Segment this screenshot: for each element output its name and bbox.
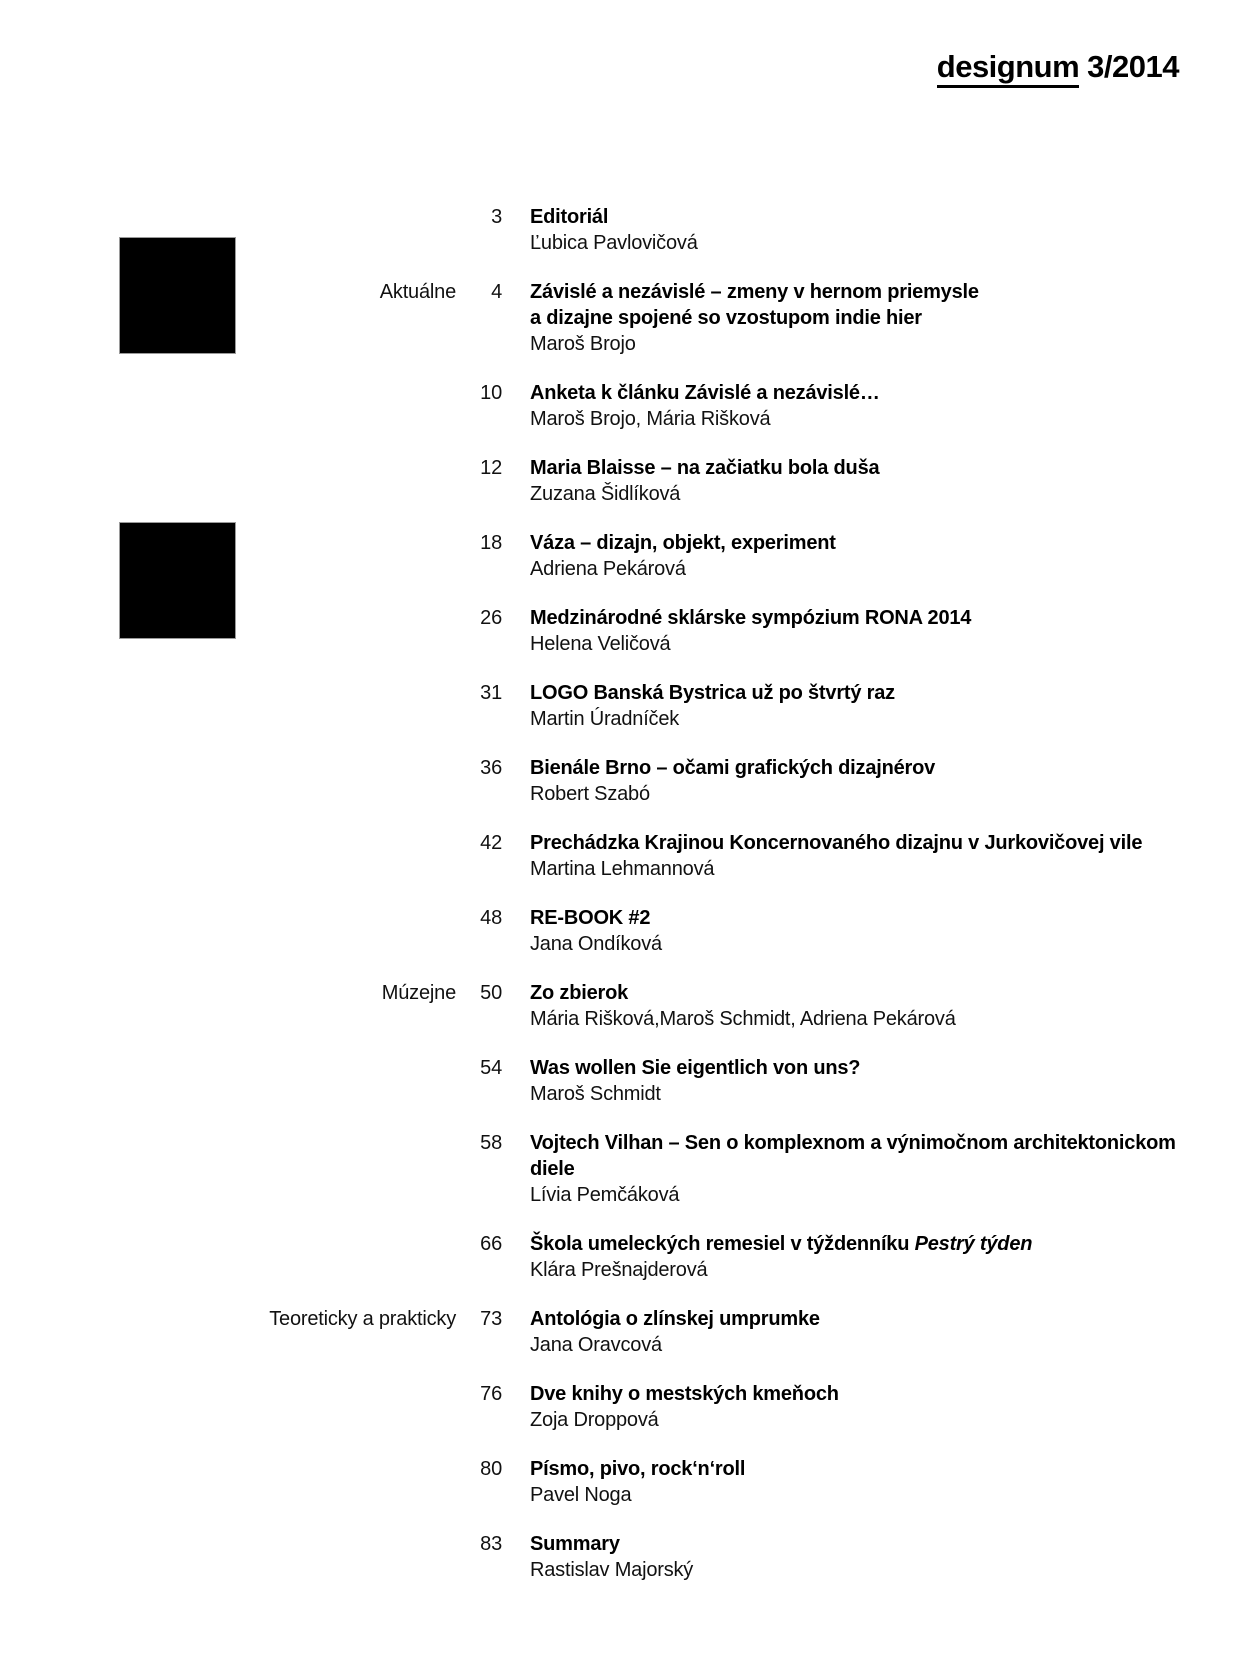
- section-label: [0, 830, 456, 882]
- entry-title-line: Bienále Brno – očami grafických dizajnérov: [530, 757, 936, 779]
- page-number: 31: [480, 682, 502, 704]
- entry-authors: Jana Ondíková: [530, 933, 662, 955]
- toc-entry: [0, 830, 1241, 882]
- entry-authors: Jana Oravcová: [530, 1334, 662, 1356]
- section-label: [0, 1130, 456, 1208]
- entry-authors: Mária Rišková,Maroš Schmidt, Adriena Pekárová: [530, 1008, 956, 1030]
- entry-title-italic-part: Pestrý týden: [914, 1233, 1033, 1255]
- entry-title: [530, 755, 1201, 781]
- entry-title: [530, 1055, 1201, 1081]
- page-number: 66: [480, 1233, 502, 1255]
- entry-title: [530, 380, 1201, 406]
- section-label: [0, 605, 456, 657]
- entry-title-line: Váza – dizajn, objekt, experiment: [530, 532, 836, 554]
- entry-title-line: Anketa k článku Závislé a nezávislé…: [530, 382, 880, 404]
- entry-title: [530, 1306, 1201, 1332]
- entry-title-line: Summary: [530, 1533, 620, 1555]
- entry-title-line: Was wollen Sie eigentlich von uns?: [530, 1057, 861, 1079]
- toc-entry: [0, 980, 1241, 1032]
- entry-title: [530, 204, 1201, 230]
- entry-title-line: RE-BOOK #2: [530, 907, 651, 929]
- page-number: 58: [480, 1132, 502, 1154]
- page-number: 54: [480, 1057, 502, 1079]
- entry-body: [502, 1231, 1241, 1283]
- entry-body: [502, 380, 1241, 432]
- toc-entry: [0, 905, 1241, 957]
- section-label: [0, 530, 456, 582]
- section-label: [0, 1231, 456, 1283]
- entry-authors: Zuzana Šidlíková: [530, 483, 681, 505]
- entry-body: [502, 1456, 1241, 1508]
- entry-title: [530, 455, 1201, 481]
- section-label: [0, 204, 456, 256]
- toc-entry: [0, 1531, 1241, 1583]
- entry-title: [530, 980, 1201, 1006]
- toc-entry: [0, 279, 1241, 357]
- entry-body: [502, 830, 1241, 882]
- page-number: 18: [480, 532, 502, 554]
- section-label: [0, 380, 456, 432]
- entry-title: [530, 680, 1201, 706]
- entry-title: [530, 605, 1201, 631]
- table-of-contents: [0, 204, 1241, 1606]
- page-number: 26: [480, 607, 502, 629]
- toc-entry: [0, 380, 1241, 432]
- section-label: [0, 1456, 456, 1508]
- section-label: [0, 680, 456, 732]
- page-number: 48: [480, 907, 502, 929]
- entry-body: [502, 905, 1241, 957]
- toc-entry: [0, 1456, 1241, 1508]
- section-label: [0, 755, 456, 807]
- toc-entry: [0, 530, 1241, 582]
- section-label: [0, 905, 456, 957]
- entry-title-line: LOGO Banská Bystrica už po štvrtý raz: [530, 682, 895, 704]
- toc-entry: [0, 680, 1241, 732]
- entry-body: [502, 680, 1241, 732]
- page-number: 83: [480, 1533, 502, 1555]
- section-label: Múzejne: [381, 982, 456, 1004]
- entry-body: [502, 1130, 1241, 1208]
- toc-entry: [0, 1381, 1241, 1433]
- entry-authors: Rastislav Majorský: [530, 1559, 694, 1581]
- entry-authors: Maroš Schmidt: [530, 1083, 661, 1105]
- entry-title-line: Písmo, pivo, rock‘n‘roll: [530, 1458, 746, 1480]
- page-number: 3: [491, 206, 502, 228]
- entry-body: [502, 455, 1241, 507]
- page-number: 80: [480, 1458, 502, 1480]
- entry-title: [530, 1381, 1201, 1407]
- entry-title-line: Prechádzka Krajinou Koncernovaného dizajnu v Jurkovičovej vile: [530, 832, 1143, 854]
- toc-entry: [0, 1055, 1241, 1107]
- magazine-masthead: [937, 50, 1179, 88]
- page-number: 4: [491, 281, 502, 303]
- entry-title-line: Maria Blaisse – na začiatku bola duša: [530, 457, 880, 479]
- section-label: Aktuálne: [379, 281, 456, 303]
- page-number: 42: [480, 832, 502, 854]
- entry-authors: Klára Prešnajderová: [530, 1259, 708, 1281]
- page-number: 73: [480, 1308, 502, 1330]
- magazine-title: designum: [937, 50, 1079, 88]
- issue-number: 3/2014: [1087, 49, 1179, 84]
- entry-body: [502, 1306, 1241, 1358]
- entry-title-line: Vojtech Vilhan – Sen o komplexnom a výnimočnom architektonickom diele: [530, 1132, 1176, 1180]
- entry-title-line: Dve knihy o mestských kmeňoch: [530, 1383, 839, 1405]
- entry-body: [502, 279, 1241, 357]
- section-label: [0, 1055, 456, 1107]
- entry-authors: Ľubica Pavlovičová: [530, 232, 698, 254]
- entry-body: [502, 204, 1241, 256]
- entry-authors: Martina Lehmannová: [530, 858, 715, 880]
- entry-body: [502, 1531, 1241, 1583]
- page-number: 10: [480, 382, 502, 404]
- entry-title-line: Zo zbierok: [530, 982, 629, 1004]
- entry-authors: Zoja Droppová: [530, 1409, 659, 1431]
- entry-title-line: Škola umeleckých remesiel v týždenníku Pestrý týden: [530, 1233, 1033, 1255]
- page-number: 50: [480, 982, 502, 1004]
- entry-title: [530, 1531, 1201, 1557]
- page-number: 76: [480, 1383, 502, 1405]
- entry-authors: Pavel Noga: [530, 1484, 632, 1506]
- section-label: Teoreticky a prakticky: [269, 1308, 456, 1330]
- entry-title: [530, 1231, 1201, 1257]
- entry-body: [502, 980, 1241, 1032]
- page-number: 36: [480, 757, 502, 779]
- entry-title: [530, 830, 1201, 856]
- entry-body: [502, 1055, 1241, 1107]
- toc-entry: [0, 1130, 1241, 1208]
- toc-entry: [0, 755, 1241, 807]
- entry-authors: Maroš Brojo, Mária Rišková: [530, 408, 771, 430]
- entry-body: [502, 1381, 1241, 1433]
- entry-title: [530, 1130, 1201, 1182]
- entry-title-line: Závislé a nezávislé – zmeny v hernom priemysle: [530, 281, 979, 303]
- entry-title: [530, 279, 1201, 331]
- entry-title: [530, 1456, 1201, 1482]
- entry-body: [502, 755, 1241, 807]
- page-number: 12: [480, 457, 502, 479]
- entry-authors: Lívia Pemčáková: [530, 1184, 680, 1206]
- entry-title: [530, 905, 1201, 931]
- toc-entry: [0, 605, 1241, 657]
- section-label: [0, 455, 456, 507]
- entry-authors: Martin Úradníček: [530, 708, 680, 730]
- entry-authors: Helena Veličová: [530, 633, 671, 655]
- toc-entry: [0, 204, 1241, 256]
- toc-entry: [0, 1231, 1241, 1283]
- entry-authors: Robert Szabó: [530, 783, 650, 805]
- entry-title-line: Editoriál: [530, 206, 609, 228]
- entry-authors: Adriena Pekárová: [530, 558, 686, 580]
- entry-title-line: a dizajne spojené so vzostupom indie hier: [530, 307, 922, 329]
- entry-authors: Maroš Brojo: [530, 333, 636, 355]
- toc-entry: [0, 1306, 1241, 1358]
- entry-title-line: Antológia o zlínskej umprumke: [530, 1308, 820, 1330]
- entry-title: [530, 530, 1201, 556]
- section-label: [0, 1381, 456, 1433]
- entry-body: [502, 605, 1241, 657]
- toc-entry: [0, 455, 1241, 507]
- entry-title-line: Medzinárodné sklárske sympózium RONA 2014: [530, 607, 972, 629]
- entry-body: [502, 530, 1241, 582]
- section-label: [0, 1531, 456, 1583]
